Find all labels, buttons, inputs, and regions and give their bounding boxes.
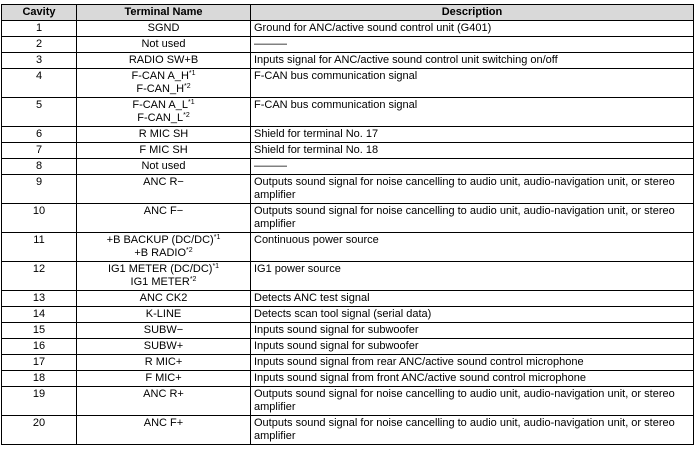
table-row <box>2 127 694 143</box>
terminal-name-cell <box>77 53 251 69</box>
terminal-name-line <box>80 112 247 125</box>
terminal-name-cell <box>77 323 251 339</box>
table-row <box>2 21 694 37</box>
terminal-name: Not used <box>141 38 186 50</box>
terminal-name: Not used <box>141 160 186 172</box>
cavity-number: 7 <box>2 143 77 159</box>
description-cell: Outputs sound signal for noise cancelling to audio unit, audio-navigation unit, or stereo amplifier <box>251 175 694 204</box>
terminal-name: ANC CK2 <box>139 292 188 304</box>
terminal-name: F-CAN_L <box>137 112 184 124</box>
terminal-name-cell <box>77 21 251 37</box>
terminal-name-line <box>80 356 247 369</box>
terminal-name-line <box>80 205 247 218</box>
cavity-number: 3 <box>2 53 77 69</box>
terminal-name-cell <box>77 307 251 323</box>
cavity-number: 1 <box>2 21 77 37</box>
description-cell: Inputs sound signal for subwoofer <box>251 323 694 339</box>
terminal-name-cell <box>77 355 251 371</box>
cavity-number: 10 <box>2 204 77 233</box>
terminal-name: ANC F− <box>143 205 184 217</box>
header-row <box>2 5 694 21</box>
terminal-name-cell <box>77 233 251 262</box>
table-row <box>2 355 694 371</box>
terminal-name: RADIO SW+B <box>128 54 199 66</box>
terminal-name-line <box>80 292 247 305</box>
terminal-name: SUBW− <box>143 324 184 336</box>
description-cell: Outputs sound signal for noise cancelling to audio unit, audio-navigation unit, or stereo amplifier <box>251 204 694 233</box>
description-cell: F-CAN bus communication signal <box>251 98 694 127</box>
cavity-number: 13 <box>2 291 77 307</box>
cavity-number: 11 <box>2 233 77 262</box>
terminal-name-line <box>80 83 247 96</box>
terminal-name-cell <box>77 69 251 98</box>
terminal-name-cell <box>77 387 251 416</box>
terminal-name: IG1 METER <box>130 276 190 288</box>
terminal-name: +B BACKUP (DC/DC) <box>106 234 214 246</box>
terminal-name-line <box>80 144 247 157</box>
terminal-name-cell <box>77 37 251 53</box>
description-cell: Shield for terminal No. 18 <box>251 143 694 159</box>
terminal-name-cell <box>77 262 251 291</box>
terminal-name: ANC F+ <box>143 417 184 429</box>
cavity-number: 8 <box>2 159 77 175</box>
table-row <box>2 37 694 53</box>
header-description: Description <box>251 5 694 21</box>
table-row <box>2 69 694 98</box>
terminal-name: IG1 METER (DC/DC) <box>107 263 213 275</box>
terminal-name: R MIC SH <box>138 128 189 140</box>
terminal-name-cell <box>77 371 251 387</box>
table-row <box>2 291 694 307</box>
description-cell: IG1 power source <box>251 262 694 291</box>
description-cell: ——— <box>251 159 694 175</box>
terminal-name-cell <box>77 339 251 355</box>
description-cell: Continuous power source <box>251 233 694 262</box>
footnote-marker: *2 <box>189 276 197 283</box>
terminal-name: ANC R+ <box>143 388 184 400</box>
cavity-number: 18 <box>2 371 77 387</box>
terminal-name-line <box>80 176 247 189</box>
description-cell: Detects scan tool signal (serial data) <box>251 307 694 323</box>
terminal-name-cell <box>77 416 251 445</box>
terminal-name-cell <box>77 204 251 233</box>
description-cell: ——— <box>251 37 694 53</box>
terminal-name-line <box>80 160 247 173</box>
table-row <box>2 323 694 339</box>
terminal-name-line <box>80 417 247 430</box>
terminal-name-line <box>80 99 247 112</box>
terminal-name: F MIC+ <box>145 372 182 384</box>
table-row <box>2 204 694 233</box>
table-row <box>2 233 694 262</box>
table-body <box>2 21 694 445</box>
description-cell: Detects ANC test signal <box>251 291 694 307</box>
terminal-name: K-LINE <box>145 308 182 320</box>
description-cell: Shield for terminal No. 17 <box>251 127 694 143</box>
description-cell: Ground for ANC/active sound control unit (G401) <box>251 21 694 37</box>
footnote-marker: *2 <box>183 112 190 119</box>
table-header <box>2 5 694 21</box>
terminal-name: R MIC+ <box>144 356 183 368</box>
terminal-name-cell <box>77 98 251 127</box>
cavity-number: 15 <box>2 323 77 339</box>
terminal-name: SGND <box>147 22 180 34</box>
cavity-number: 17 <box>2 355 77 371</box>
description-cell: Outputs sound signal for noise cancelling to audio unit, audio-navigation unit, or stereo amplifier <box>251 387 694 416</box>
terminal-name: F MIC SH <box>139 144 188 156</box>
description-cell: Inputs sound signal for subwoofer <box>251 339 694 355</box>
cavity-number: 4 <box>2 69 77 98</box>
description-cell: Inputs sound signal from front ANC/active sound control microphone <box>251 371 694 387</box>
table-row <box>2 53 694 69</box>
table-row <box>2 416 694 445</box>
cavity-number: 14 <box>2 307 77 323</box>
cavity-number: 9 <box>2 175 77 204</box>
cavity-number: 12 <box>2 262 77 291</box>
description-cell: Inputs signal for ANC/active sound control unit switching on/off <box>251 53 694 69</box>
terminal-name-line <box>80 340 247 353</box>
table-row <box>2 143 694 159</box>
terminal-name-line <box>80 54 247 67</box>
terminal-name-line <box>80 128 247 141</box>
footnote-marker: *1 <box>213 234 221 241</box>
terminal-name: ANC R− <box>143 176 184 188</box>
header-cavity: Cavity <box>2 5 77 21</box>
terminal-name-cell <box>77 127 251 143</box>
terminal-name: +B RADIO <box>134 247 187 259</box>
table-row <box>2 159 694 175</box>
terminal-name: F-CAN A_H <box>131 70 189 82</box>
terminal-name-line <box>80 70 247 83</box>
description-cell: Outputs sound signal for noise cancelling to audio unit, audio-navigation unit, or stereo amplifier <box>251 416 694 445</box>
terminal-name-line <box>80 247 247 260</box>
terminal-name-cell <box>77 143 251 159</box>
terminal-name-cell <box>77 159 251 175</box>
footnote-marker: *2 <box>186 247 193 254</box>
terminal-name: F-CAN_H <box>136 83 185 95</box>
table-row <box>2 98 694 127</box>
terminal-name-line <box>80 388 247 401</box>
table-row <box>2 307 694 323</box>
table-row <box>2 262 694 291</box>
terminal-name-line <box>80 263 247 276</box>
header-terminal-name: Terminal Name <box>77 5 251 21</box>
cavity-number: 20 <box>2 416 77 445</box>
terminal-name-line <box>80 372 247 385</box>
terminal-name-line <box>80 324 247 337</box>
table-row <box>2 371 694 387</box>
table-row <box>2 175 694 204</box>
footnote-marker: *2 <box>184 83 191 90</box>
connector-pinout-table <box>1 4 694 445</box>
footnote-marker: *1 <box>188 70 196 77</box>
table-row <box>2 387 694 416</box>
footnote-marker: *1 <box>188 99 195 106</box>
cavity-number: 6 <box>2 127 77 143</box>
description-cell: F-CAN bus communication signal <box>251 69 694 98</box>
terminal-name-line <box>80 276 247 289</box>
terminal-name-line <box>80 22 247 35</box>
table-row <box>2 339 694 355</box>
terminal-name: F-CAN A_L <box>132 99 188 111</box>
terminal-name-cell <box>77 175 251 204</box>
cavity-number: 19 <box>2 387 77 416</box>
footnote-marker: *1 <box>212 263 220 270</box>
cavity-number: 2 <box>2 37 77 53</box>
terminal-name-line <box>80 308 247 321</box>
terminal-name-line <box>80 38 247 51</box>
description-cell: Inputs sound signal from rear ANC/active sound control microphone <box>251 355 694 371</box>
cavity-number: 16 <box>2 339 77 355</box>
terminal-name-cell <box>77 291 251 307</box>
cavity-number: 5 <box>2 98 77 127</box>
terminal-name-line <box>80 234 247 247</box>
terminal-name: SUBW+ <box>143 340 184 352</box>
